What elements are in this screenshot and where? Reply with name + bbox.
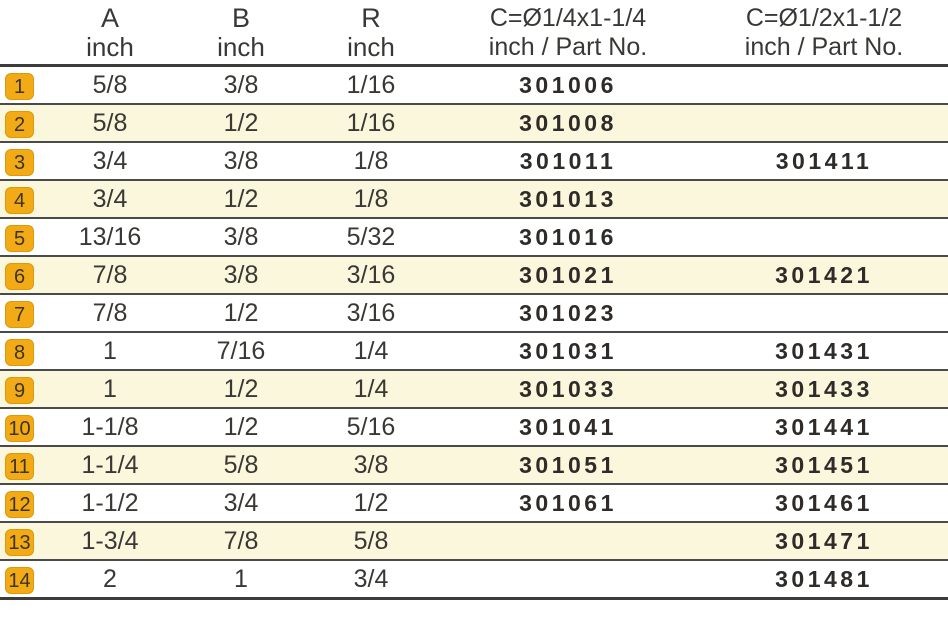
row-number-cell [0,256,44,294]
header-row [0,0,948,66]
dimension-b-value: 1/2 [176,180,306,218]
part-no-half-inch [700,294,948,332]
header-col-r-label: R [361,2,381,33]
part-no-quarter-inch: 301031 [436,332,700,370]
dimension-a-value: 1 [44,332,176,370]
table-row [0,522,948,560]
header-col-part-quarter-unit: inch / Part No. [488,32,648,61]
row-number-badge: 5 [5,225,34,252]
row-number-cell [0,104,44,142]
part-no-quarter-inch: 301023 [436,294,700,332]
dimension-r-value: 1/4 [306,332,436,370]
dimension-b-value: 3/4 [176,484,306,522]
row-number-badge: 14 [5,567,34,594]
dimension-a-value: 13/16 [44,218,176,256]
part-no-quarter-inch: 301051 [436,446,700,484]
dimension-r-value: 5/32 [306,218,436,256]
dimension-a-value: 1-3/4 [44,522,176,560]
part-no-half-inch: 301461 [700,484,948,522]
dimension-r-value: 1/8 [306,180,436,218]
row-number-badge: 6 [5,263,34,290]
table-row [0,484,948,522]
dimension-b-value: 5/8 [176,446,306,484]
header-col-b [176,0,306,66]
header-col-b-label: B [231,2,250,33]
dimension-a-value: 1-1/8 [44,408,176,446]
table-row [0,332,948,370]
dimension-b-value: 3/8 [176,142,306,180]
part-no-quarter-inch: 301033 [436,370,700,408]
dimension-r-value: 1/8 [306,142,436,180]
dimension-a-value: 1 [44,370,176,408]
part-no-quarter-inch: 301041 [436,408,700,446]
dimension-b-value: 7/8 [176,522,306,560]
row-number-cell [0,484,44,522]
header-col-r [306,0,436,66]
row-number-cell [0,142,44,180]
dimension-r-value: 1/2 [306,484,436,522]
header-col-b-unit: inch [217,31,265,62]
row-number-badge: 13 [5,529,34,556]
dimension-a-value: 2 [44,560,176,599]
dimension-a-value: 3/4 [44,142,176,180]
dimension-b-value: 1/2 [176,104,306,142]
header-col-part-half-unit: inch / Part No. [744,32,904,61]
row-number-cell [0,408,44,446]
dimension-b-value: 3/8 [176,218,306,256]
part-no-half-inch: 301411 [700,142,948,180]
table-row [0,142,948,180]
part-no-half-inch [700,180,948,218]
table-row [0,294,948,332]
table-row [0,370,948,408]
dimension-r-value: 5/8 [306,522,436,560]
table-row [0,66,948,105]
dimension-r-value: 3/4 [306,560,436,599]
dimension-r-value: 5/16 [306,408,436,446]
row-number-cell [0,294,44,332]
header-col-part-half [700,0,948,66]
row-number-badge: 12 [5,491,34,518]
dimension-a-value: 5/8 [44,104,176,142]
dimension-b-value: 3/8 [176,66,306,105]
part-no-half-inch: 301431 [700,332,948,370]
part-no-half-inch: 301441 [700,408,948,446]
part-no-quarter-inch [436,522,700,560]
row-number-cell [0,370,44,408]
header-index [0,0,44,66]
table-row [0,256,948,294]
part-no-half-inch: 301471 [700,522,948,560]
header-col-r-unit: inch [347,31,395,62]
dimension-a-value: 1-1/4 [44,446,176,484]
dimension-r-value: 3/16 [306,256,436,294]
part-no-quarter-inch [436,560,700,599]
part-no-quarter-inch: 301011 [436,142,700,180]
table-row [0,408,948,446]
row-number-badge: 9 [5,377,34,404]
header-col-a-unit: inch [86,31,134,62]
table-row [0,446,948,484]
row-number-cell [0,66,44,105]
part-no-half-inch [700,104,948,142]
part-no-quarter-inch: 301008 [436,104,700,142]
row-number-cell [0,180,44,218]
part-no-quarter-inch: 301061 [436,484,700,522]
part-no-half-inch: 301433 [700,370,948,408]
table-body [0,66,948,599]
table-row [0,560,948,599]
header-col-a-label: A [100,2,119,33]
dimension-a-value: 7/8 [44,294,176,332]
dimension-a-value: 3/4 [44,180,176,218]
row-number-badge: 11 [5,453,34,480]
row-number-badge: 10 [5,415,34,442]
table-row [0,218,948,256]
row-number-cell [0,522,44,560]
part-no-half-inch: 301421 [700,256,948,294]
part-no-quarter-inch: 301016 [436,218,700,256]
row-number-badge: 3 [5,149,34,176]
dimension-a-value: 5/8 [44,66,176,105]
dimension-b-value: 1/2 [176,370,306,408]
row-number-badge: 7 [5,301,34,328]
part-no-half-inch: 301451 [700,446,948,484]
dimension-b-value: 1/2 [176,294,306,332]
row-number-cell [0,560,44,599]
header-col-part-quarter [436,0,700,66]
dimension-r-value: 1/16 [306,104,436,142]
dimension-b-value: 3/8 [176,256,306,294]
dimension-r-value: 1/4 [306,370,436,408]
dimension-r-value: 1/16 [306,66,436,105]
row-number-badge: 1 [5,73,34,100]
row-number-cell [0,218,44,256]
dimension-a-value: 7/8 [44,256,176,294]
header-col-part-quarter-label: C=Ø1/4x1-1/4 [489,3,647,32]
row-number-cell [0,332,44,370]
table-row [0,104,948,142]
dimension-r-value: 3/16 [306,294,436,332]
dimension-b-value: 1/2 [176,408,306,446]
header-col-part-half-label: C=Ø1/2x1-1/2 [745,3,903,32]
row-number-badge: 2 [5,111,34,138]
part-no-half-inch: 301481 [700,560,948,599]
row-number-badge: 8 [5,339,34,366]
dimension-b-value: 7/16 [176,332,306,370]
part-no-half-inch [700,218,948,256]
part-no-quarter-inch: 301006 [436,66,700,105]
dimension-b-value: 1 [176,560,306,599]
row-number-badge: 4 [5,187,34,214]
part-no-quarter-inch: 301013 [436,180,700,218]
part-no-half-inch [700,66,948,105]
dimension-r-value: 3/8 [306,446,436,484]
part-no-quarter-inch: 301021 [436,256,700,294]
header-col-a [44,0,176,66]
row-number-cell [0,446,44,484]
dimension-a-value: 1-1/2 [44,484,176,522]
table-row [0,180,948,218]
